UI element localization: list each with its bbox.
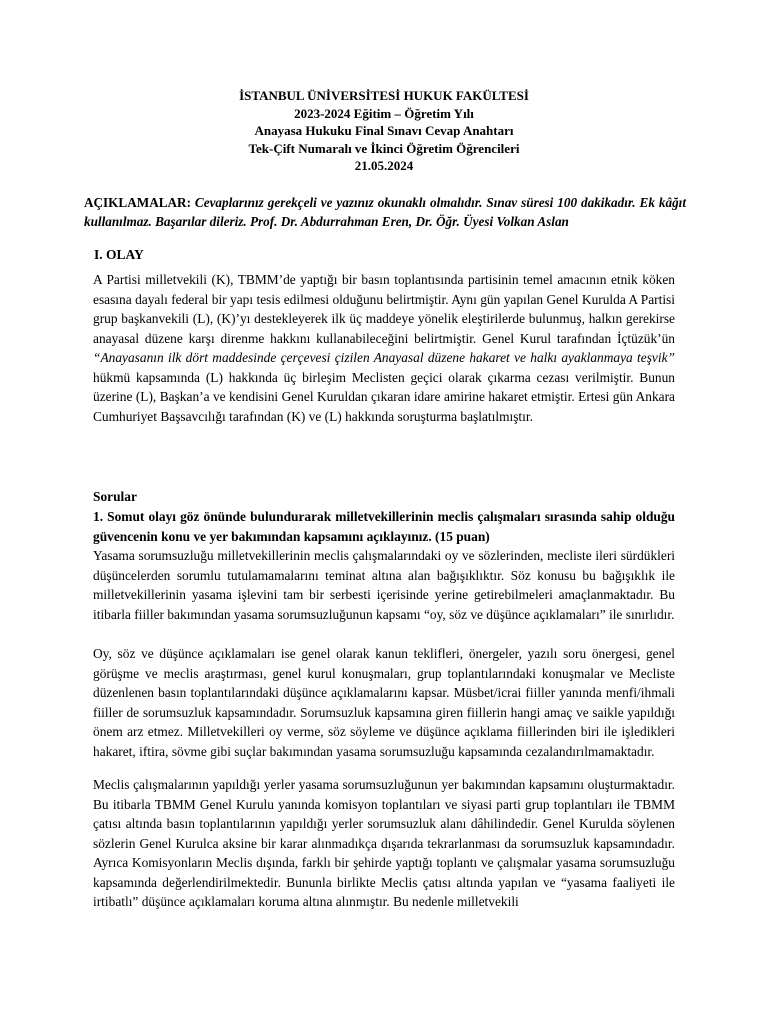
document-header (0, 87, 768, 175)
explanations-text: Cevaplarınız gerekçeli ve yazınız okunaklı olmalıdır. Sınav süresi 100 dakikadır. Ek kâğıt kullanılmaz. Başarılar dileriz. Prof. Dr. Abdurrahman Eren, Dr. Öğr. Üyesi Volkan Aslan (84, 195, 686, 229)
questions-heading: Sorular (93, 489, 137, 504)
explanations-label: AÇIKLAMALAR: (84, 195, 191, 210)
answer-paragraph-1: Yasama sorumsuzluğu milletvekillerinin meclis çalışmalarındaki oy ve sözlerinden, mecliste ileri sürdükleri düşüncelerden sorumlu tutulamamalarını teminat altına alan bağışıklıktır. Söz konusu bu bağışıklık ile milletvekillerinin yasama işlevini tam bir serbesti içerisinde yerine getirebilmeleri amaçlanmaktadır. Bu itibarla fiiller bakımından yasama sorumsuzluğunun kapsamı “oy, söz ve düşünce açıklamaları” ile sınırlıdır. (93, 548, 675, 622)
student-group: Tek-Çift Numaralı ve İkinci Öğretim Öğrencileri (248, 140, 520, 156)
academic-year: 2023-2024 Eğitim – Öğretim Yılı (294, 105, 474, 121)
case-text-part2: hükmü kapsamında (L) hakkında üç birleşim Meclisten geçici olarak çıkarma cezası verilmiştir. Bunun üzerine (L), Başkan’a ve kendisini Genel Kuruldan çıkaran idare amirine hakaret etmiştir. Ertesi gün Ankara Cumhuriyet Başsavcılığı tarafından (K) ve (L) hakkında soruşturma başlatılmıştır. (93, 369, 675, 424)
case-quote: “Anayasanın ilk dört maddesinde çerçevesi çizilen Anayasal düzene hakaret ve halkı ayaklanmaya teşvik” (93, 350, 675, 365)
answer-paragraph-3: Meclis çalışmalarının yapıldığı yerler yasama sorumsuzluğunun yer bakımından kapsamını oluşturmaktadır. Bu itibarla TBMM Genel Kurulu yanında komisyon toplantıları ve siyasi parti grup toplantıları ile TBMM çatısı altında basın toplantılarının yapıldığı yerler sorumsuzluk alanı dâhilindedir. Genel Kurulda söylenen sözlerin Genel Kurulca aksine bir karar alınmadıkça dışarıda tekrarlanması da sorumsuzluk kapsamındadır. Ayrıca Komisyonların Meclis dışında, farklı bir şehirde yaptığı toplantı ve çalışmalar yasama sorumsuzluğu kapsamında değerlendirilmektedir. Bununla birlikte Meclis çatısı altında yapılan ve “yasama faaliyeti ile irtibatlı” düşünce açıklamaları koruma altına alınmıştır. Bu nedenle milletvekili (93, 777, 675, 909)
answer-paragraph-2: Oy, söz ve düşünce açıklamaları ise genel olarak kanun teklifleri, önergeler, yazılı soru önergesi, genel görüşme ve meclis araştırması, genel kurul konuşmaları, grup toplantılarındaki konuşmalar ve Mecliste düzenlenen basın toplantılarındaki düşünce açıklamalarını kapsar. Müsbet/icrai fiiller yanında menfi/ihmali fiiller de sorumsuzluk kapsamındadır. Sorumsuzluk kapsamına giren fiillerin hangi amaç ve saikle yapıldığı önem arz etmez. Milletvekilleri oy verme, söz söyleme ve düşünce açıklama fiillerinden biri ile işledikleri hakaret, iftira, sövme gibi suçlar bakımından yasama sorumsuzluğu kapsamında cezalandırılmamaktadır. (93, 646, 675, 759)
exam-date: 21.05.2024 (354, 158, 414, 173)
section-title-olay: I. OLAY (94, 247, 144, 262)
explanations-block (84, 193, 686, 231)
case-text-part1: A Partisi milletvekili (K), TBMM’de yaptığı bir basın toplantısında partisinin temel amacının etnik köken esasına dayalı federal bir yapı tesis edilmesi olduğunu belirtmiştir. Aynı gün yapılan Genel Kurulda A Partisi grup başkanvekili (L), (K)’yı destekleyerek ilk üç maddeye yönelik eleştirilerde bulunmuş, halkın gerekirse anayasal düzene karşı direnme hakkını kullanabileceğini belirtmiştir. Genel Kurul tarafından İçtüzük’ün (93, 272, 675, 346)
exam-title: Anayasa Hukuku Final Sınavı Cevap Anahtarı (254, 123, 514, 138)
case-paragraph (93, 270, 675, 426)
question-1: 1. Somut olayı göz önünde bulundurarak milletvekillerinin meclis çalışmaları sırasında sahip olduğu güvencenin konu ve yer bakımından kapsamını açıklayınız. (15 puan) (93, 509, 675, 544)
university-title: İSTANBUL ÜNİVERSİTESİ HUKUK FAKÜLTESİ (239, 88, 529, 103)
